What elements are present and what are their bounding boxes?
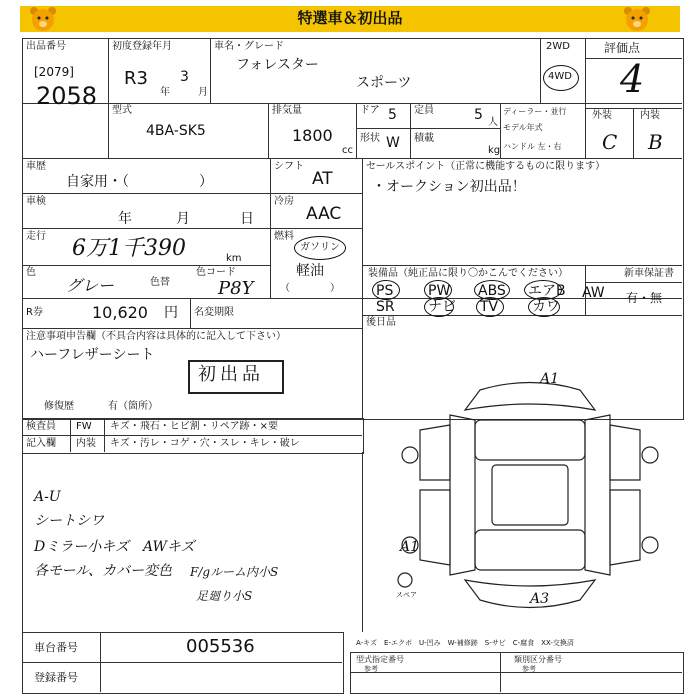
score-value: 4	[620, 57, 645, 101]
after-items-label: 後日品	[366, 317, 396, 328]
model-type-label: 型式	[112, 105, 132, 116]
car-name: フォレスター	[236, 57, 319, 73]
lot-number-label: 出品番号	[26, 41, 66, 52]
fuel-label: 燃料	[274, 231, 294, 242]
mileage-label: 走行	[26, 231, 46, 242]
chassis-label: 車台番号	[34, 641, 78, 654]
fuel-other: （ ）	[280, 283, 340, 294]
interior-row-label: 内装	[76, 438, 96, 449]
inspection-day: 日	[240, 211, 254, 227]
sales-point-1: ・オークション初出品！	[372, 179, 526, 195]
damage-legend: A-キズ E-エクボ U-凹み W-補修跡 S-サビ C-腐食 XX-交換済	[356, 639, 574, 647]
fuel-gasoline: ガソリン	[300, 242, 340, 253]
handle-label: ハンドル 左・右	[503, 142, 562, 151]
damage-mark-rear: A3	[530, 591, 550, 607]
color-code-value: P8Y	[218, 278, 254, 299]
equip-pw: PW	[428, 283, 451, 299]
cc-unit: cc	[342, 145, 353, 156]
equip-sr: SR	[376, 299, 395, 315]
exterior-grade: C	[602, 130, 618, 154]
equip-airbag: エアB	[528, 283, 566, 299]
color-value: グレー	[66, 276, 115, 295]
equip-ps: PS	[376, 283, 394, 299]
capacity-value: 5	[474, 107, 483, 123]
warranty-label: 新車保証書	[624, 268, 674, 279]
ext-defects-list: キズ・飛石・ヒビ割・リペア跡・×要	[110, 421, 278, 432]
int-defects-list: キズ・汚レ・コゲ・穴・スレ・キレ・破レ	[110, 438, 300, 449]
car-grade: スポーツ	[356, 75, 412, 91]
equip-aw: AW	[582, 285, 605, 301]
handwritten-3: Dミラー小キズ AWキズ	[34, 539, 195, 555]
first-reg-label: 初度登録年月	[112, 41, 172, 52]
shape-label: 形状	[360, 133, 380, 144]
handwritten-4: 各モール、カバー変色	[34, 563, 173, 579]
repair-value: 有（箇所）	[108, 401, 158, 412]
load-label: 積載	[414, 133, 434, 144]
doors-label: ドア	[360, 105, 380, 116]
circle-navi	[424, 297, 454, 317]
interior-grade: B	[648, 130, 663, 154]
recycle-unit: 円	[164, 305, 178, 321]
recycle-value: 10,620	[92, 303, 148, 322]
capacity-label: 定員	[414, 105, 434, 116]
inspection-month: 月	[176, 211, 190, 227]
four-wd-label: 4WD	[548, 71, 572, 82]
circle-leather	[528, 297, 560, 317]
fuel-diesel: 軽油	[296, 263, 324, 279]
page-title: 特選車＆初出品	[297, 9, 403, 27]
inspection-label: 車検	[26, 196, 46, 207]
inspection-year: 年	[118, 211, 132, 227]
damage-mark-front: A1	[540, 371, 560, 387]
color-code-label: 色コード	[196, 267, 236, 278]
doors-value: 5	[388, 107, 397, 123]
aircon-value: AAC	[306, 204, 342, 224]
entry-label: 記入欄	[26, 438, 56, 449]
reg-year: R3	[124, 68, 148, 89]
handwritten-5: F/gルーム内小S	[190, 565, 279, 579]
type-cert-ref: 参考	[364, 665, 378, 673]
displacement-value: 1800	[292, 126, 333, 145]
score-label: 評価点	[604, 41, 641, 55]
notes-title: 注意事項申告欄（不具合内容は具体的に記入して下さい）	[26, 331, 286, 342]
stamp-text: 初出品	[198, 364, 264, 385]
shift-label: シフト	[274, 161, 304, 172]
handwritten-6: 足廻り小S	[196, 589, 253, 603]
shift-value: AT	[312, 169, 333, 189]
car-name-label: 車名・グレード	[214, 41, 284, 52]
chassis-number: 005536	[186, 636, 255, 657]
sales-point-label: セールスポイント（正常に機能するものに限ります）	[366, 161, 606, 172]
km-unit: km	[226, 253, 242, 264]
dealer-label: ディーラー・並行	[503, 107, 567, 116]
color-no-label: 色替	[150, 277, 170, 288]
spare-label: スペア	[396, 591, 417, 599]
repair-label: 修復歴	[44, 401, 74, 412]
fw-label: FW	[76, 421, 92, 432]
circle-ps	[372, 280, 400, 300]
equipment-label: 装備品（純正品に限り〇かこんでください）	[368, 268, 568, 279]
inspector-label: 検査員	[26, 421, 56, 432]
two-wd-label: 2WD	[546, 41, 570, 52]
circle-tv	[476, 297, 504, 317]
notes-line-1: ハーフレザーシート	[30, 347, 155, 363]
mileage-value: 6万1千390	[72, 236, 186, 261]
car-body-diagram	[380, 370, 680, 620]
aircon-label: 冷房	[274, 196, 294, 207]
class-cat-label: 類別区分番号	[514, 655, 562, 664]
lot-number: 2058	[36, 82, 98, 110]
reg-no-label: 登録番号	[34, 671, 78, 684]
handwritten-1: A-U	[34, 489, 61, 505]
kg-unit: kg	[488, 145, 501, 156]
model-type: 4BA-SK5	[146, 123, 206, 139]
displacement-label: 排気量	[272, 105, 302, 116]
warranty-value: 有・無	[626, 291, 663, 305]
reg-month: 3	[180, 69, 189, 85]
type-cert-label: 型式指定番号	[356, 655, 404, 664]
color-label: 色	[26, 267, 36, 278]
handwritten-2: シートシワ	[34, 513, 104, 529]
equip-tv: TV	[480, 299, 499, 315]
history-label: 車歴	[26, 161, 46, 172]
name-change-label: 名変期限	[194, 307, 234, 318]
recycle-label: R券	[26, 307, 43, 318]
damage-mark-side: A1	[400, 539, 420, 555]
model-year-label: モデル年式	[503, 123, 543, 132]
class-cat-ref: 参考	[522, 665, 536, 673]
history-value: 自家用・（ ）	[66, 174, 213, 190]
equip-abs: ABS	[478, 283, 506, 299]
equip-leather: カワ	[532, 299, 560, 315]
lot-prefix: [2079]	[34, 65, 74, 79]
year-unit: 年	[160, 87, 170, 98]
shape-value: W	[386, 135, 400, 151]
equip-navi: ナビ	[428, 299, 456, 315]
month-unit: 月	[198, 87, 208, 98]
exterior-label: 外装	[592, 110, 612, 121]
interior-label: 内装	[640, 110, 660, 121]
persons-unit: 人	[488, 117, 498, 128]
